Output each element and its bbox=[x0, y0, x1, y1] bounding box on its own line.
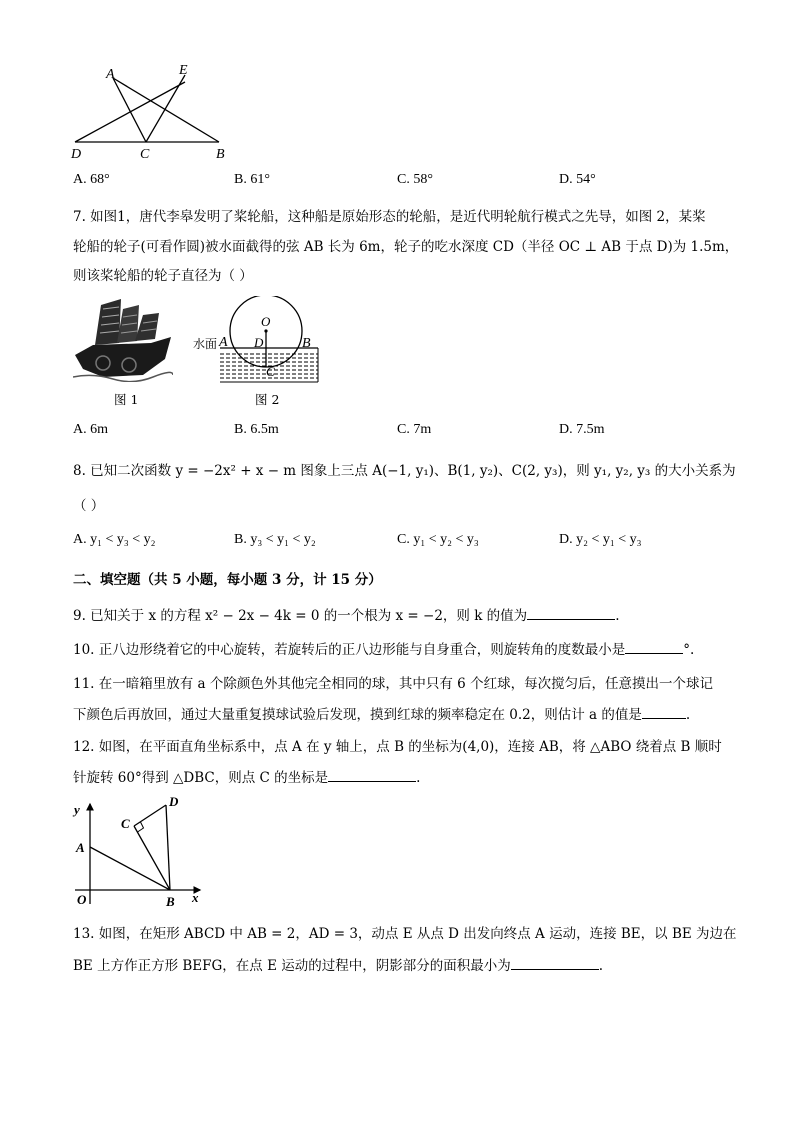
point-label-e: E bbox=[179, 63, 188, 78]
paddle-boat-image bbox=[73, 297, 173, 382]
point-label-b: B bbox=[166, 894, 175, 909]
q8-option-b[interactable]: B. y₃ < y₁ < y₂ bbox=[234, 532, 316, 547]
q12-line-2 bbox=[73, 766, 420, 786]
q8-option-a[interactable]: A. y₁ < y₃ < y₂ bbox=[73, 532, 156, 547]
q12-line-1: 12. 如图，在平面直角坐标系中，点 A 在 y 轴上，点 B 的坐标为(4,0)，连接 AB，将 △ABO 绕着点 B 顺时 bbox=[73, 739, 722, 755]
point-label-a: A bbox=[106, 67, 115, 82]
axis-label-x: x bbox=[192, 890, 199, 905]
q12-answer-blank[interactable] bbox=[328, 769, 416, 782]
segment-ec bbox=[146, 75, 185, 142]
point-label-b: B bbox=[216, 147, 225, 162]
figure-2-caption: 图 2 bbox=[255, 392, 280, 407]
q7-option-a[interactable]: A. 6m bbox=[73, 422, 108, 437]
q13-line-2 bbox=[73, 954, 603, 974]
q7-line-3: 则该桨轮船的轮子直径为（ ） bbox=[73, 268, 253, 284]
q12-text: 针旋转 60°得到 △DBC，则点 C 的坐标是 bbox=[73, 770, 329, 786]
point-label-d: D bbox=[71, 147, 82, 162]
triangle-figure bbox=[66, 60, 236, 165]
point-label-d: D bbox=[254, 335, 264, 350]
point-label-d: D bbox=[169, 794, 179, 809]
q7-line-1: 7. 如图1，唐代李皋发明了桨轮船，这种船是原始形态的轮船，是近代明轮航行模式之先导，如图 2，某桨 bbox=[73, 209, 706, 225]
figure-1-caption: 图 1 bbox=[114, 392, 139, 407]
point-label-c: C bbox=[121, 816, 130, 831]
q13-end: . bbox=[598, 958, 604, 974]
q13-line-1: 13. 如图，在矩形 ABCD 中 AB = 2，AD = 3，动点 E 从点 D 出发向终点 A 运动，连接 BE，以 BE 为边在 bbox=[73, 926, 737, 942]
q12-end: . bbox=[416, 770, 421, 786]
segment-cd bbox=[134, 805, 166, 826]
q10-line bbox=[73, 638, 694, 658]
q7-option-c[interactable]: C. 7m bbox=[397, 422, 432, 437]
water-label: 水面 bbox=[193, 337, 218, 351]
point-label-b: B bbox=[302, 336, 311, 351]
q6-option-c[interactable]: C. 58° bbox=[397, 172, 433, 187]
q7-option-b[interactable]: B. 6.5m bbox=[234, 422, 279, 437]
q7-line-2: 轮船的轮子(可看作圆)被水面截得的弦 AB 长为 6m，轮子的吃水深度 CD（半径 OC ⊥ AB 于点 D)为 1.5m， bbox=[73, 239, 739, 255]
section-heading: 二、填空题（共 5 小题，每小题 3 分，计 15 分） bbox=[73, 572, 382, 588]
coordinate-figure bbox=[70, 792, 210, 910]
q6-option-d[interactable]: D. 54° bbox=[559, 172, 596, 187]
point-label-c: C bbox=[266, 364, 275, 379]
point-label-c: C bbox=[140, 147, 150, 162]
q9-text: 9. 已知关于 x 的方程 x² − 2x − 4k = 0 的一个根为 x = −2，则 k 的值为 bbox=[73, 608, 528, 624]
q8-line-1: 8. 已知二次函数 y = −2x² + x − m 图象上三点 A(−1, y₁)、B(1, y₂)、C(2, y₃)，则 y₁, y₂, y₃ 的大小关系为 bbox=[73, 463, 736, 479]
q11-end: . bbox=[685, 707, 691, 723]
q7-option-d[interactable]: D. 7.5m bbox=[559, 422, 605, 437]
q8-option-d[interactable]: D. y₂ < y₁ < y₃ bbox=[559, 532, 642, 547]
q11-line-2 bbox=[73, 703, 690, 723]
q10-text: 10. 正八边形绕着它的中心旋转，若旋转后的正八边形能与自身重合，则旋转角的度数最小是 bbox=[73, 642, 626, 658]
q8-line-2: （ ） bbox=[73, 498, 105, 514]
q13-answer-blank[interactable] bbox=[511, 957, 599, 970]
q6-option-a[interactable]: A. 68° bbox=[73, 172, 110, 187]
point-label-a: A bbox=[219, 335, 228, 350]
q13-text: BE 上方作正方形 BEFG，在点 E 运动的过程中，阴影部分的面积最小为 bbox=[73, 958, 511, 974]
axis-label-y: y bbox=[74, 802, 80, 817]
q11-answer-blank[interactable] bbox=[642, 706, 686, 719]
q10-answer-blank[interactable] bbox=[625, 641, 683, 654]
q9-answer-blank[interactable] bbox=[527, 607, 615, 620]
point-label-a: A bbox=[76, 840, 85, 855]
q11-text: 下颜色后再放回，通过大量重复摸球试验后发现，摸到红球的频率稳定在 0.2，则估计 a 的值是 bbox=[73, 707, 642, 723]
q6-option-b[interactable]: B. 61° bbox=[234, 172, 270, 187]
point-label-o: O bbox=[77, 892, 87, 907]
segment-bd bbox=[166, 805, 170, 890]
q9-line bbox=[73, 604, 619, 624]
q11-line-1: 11. 在一暗箱里放有 a 个除颜色外其他完全相同的球，其中只有 6 个红球，每次搅匀后，任意摸出一个球记 bbox=[73, 676, 714, 692]
point-label-o: O bbox=[261, 314, 271, 329]
q10-end: °. bbox=[683, 642, 695, 658]
q8-option-c[interactable]: C. y₁ < y₂ < y₃ bbox=[397, 532, 479, 547]
q9-end: . bbox=[615, 608, 620, 624]
wheel-water-diagram bbox=[190, 296, 322, 384]
